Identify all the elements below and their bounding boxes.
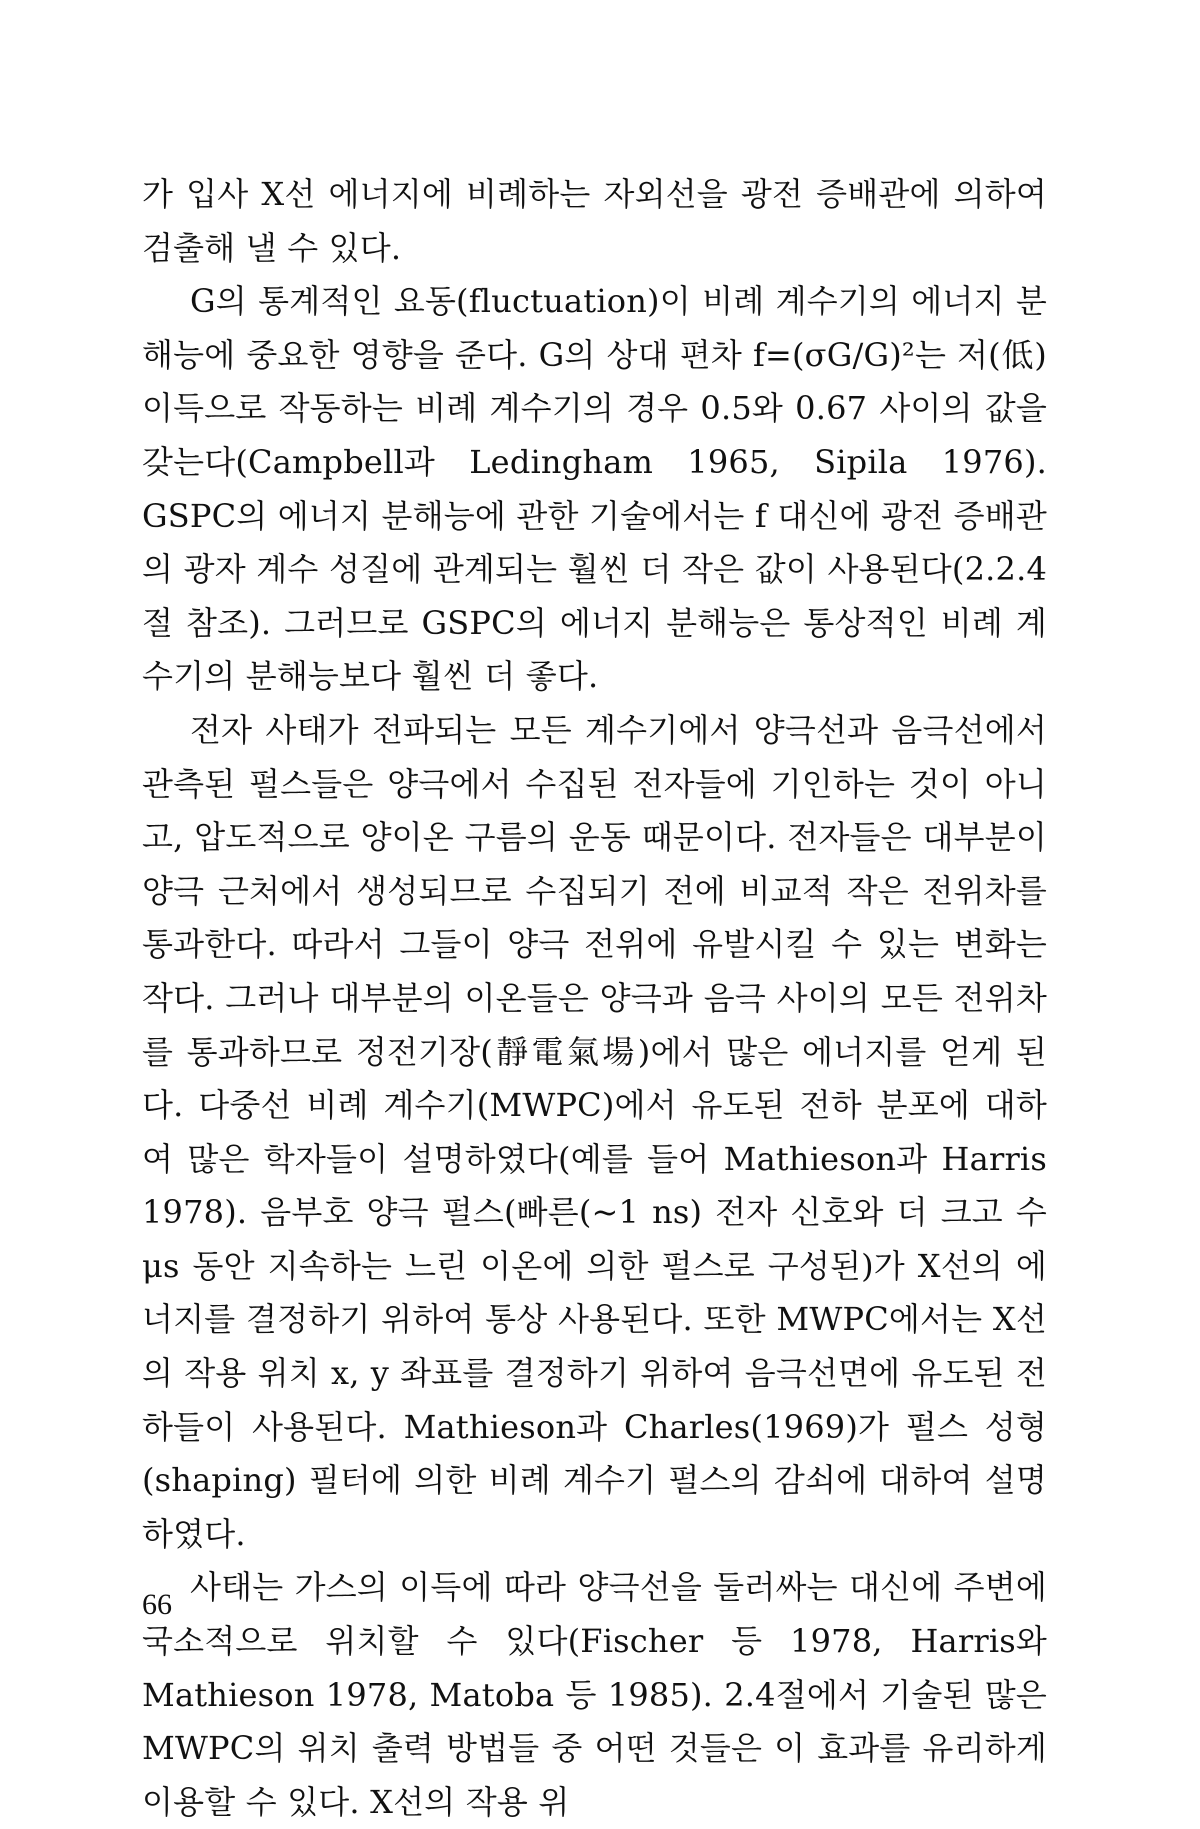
- page-number: 66: [142, 1588, 172, 1621]
- paragraph-4: 사태는 가스의 이득에 따라 양극선을 둘러싸는 대신에 주변에 국소적으로 위치할 수 있다(Fischer 등 1978, Harris와 Mathieson 1978, Matoba 등 1985). 2.4절에서 기술된 많은 MWPC의 위치 출력 방법들 중 어떤 것들은 이 효과를 유리하게 이용할 수 있다. X선의 작용 위: [142, 1568, 1047, 1821]
- body-text: [142, 168, 1047, 1829]
- paragraph-3: 전자 사태가 전파되는 모든 계수기에서 양극선과 음극선에서 관측된 펄스들은 양극에서 수집된 전자들에 기인하는 것이 아니고, 압도적으로 양이온 구름의 운동 때문이다. 전자들은 대부분이 양극 근처에서 생성되므로 수집되기 전에 비교적 작은 전위차를 통과한다. 따라서 그들이 양극 전위에 유발시킬 수 있는 변화는 작다. 그러나 대부분의 이온들은 양극과 음극 사이의 모든 전위차를 통과하므로 정전기장(靜電氣場)에서 많은 에너지를 얻게 된다. 다중선 비례 계수기(MWPC)에서 유도된 전하 분포에 대하여 많은 학자들이 설명하였다(예를 들어 Mathieson과 Harris 1978). 음부호 양극 펄스(빠른(~1 ns) 전자 신호와 더 크고 수 μs 동안 지속하는 느린 이온에 의한 펄스로 구성된)가 X선의 에너지를 결정하기 위하여 통상 사용된다. 또한 MWPC에서는 X선의 작용 위치 x, y 좌표를 결정하기 위하여 음극선면에 유도된 전하들이 사용된다. Mathieson과 Charles(1969)가 펄스 성형(shaping) 필터에 의한 비례 계수기 펄스의 감쇠에 대하여 설명하였다.: [142, 710, 1047, 1553]
- paragraph-2: G의 통계적인 요동(fluctuation)이 비례 계수기의 에너지 분해능에 중요한 영향을 준다. G의 상대 편차 f=(σG/G)²는 저(低)이득으로 작동하는 비례 계수기의 경우 0.5와 0.67 사이의 값을 갖는다(Campbell과 Ledingham 1965, Sipila 1976). GSPC의 에너지 분해능에 관한 기술에서는 f 대신에 광전 증배관의 광자 계수 성질에 관계되는 훨씬 더 작은 값이 사용된다(2.2.4절 참조). 그러므로 GSPC의 에너지 분해능은 통상적인 비례 계수기의 분해능보다 훨씬 더 좋다.: [142, 282, 1047, 696]
- paragraph-1: 가 입사 X선 에너지에 비례하는 자외선을 광전 증배관에 의하여 검출해 낼 수 있다.: [142, 175, 1047, 267]
